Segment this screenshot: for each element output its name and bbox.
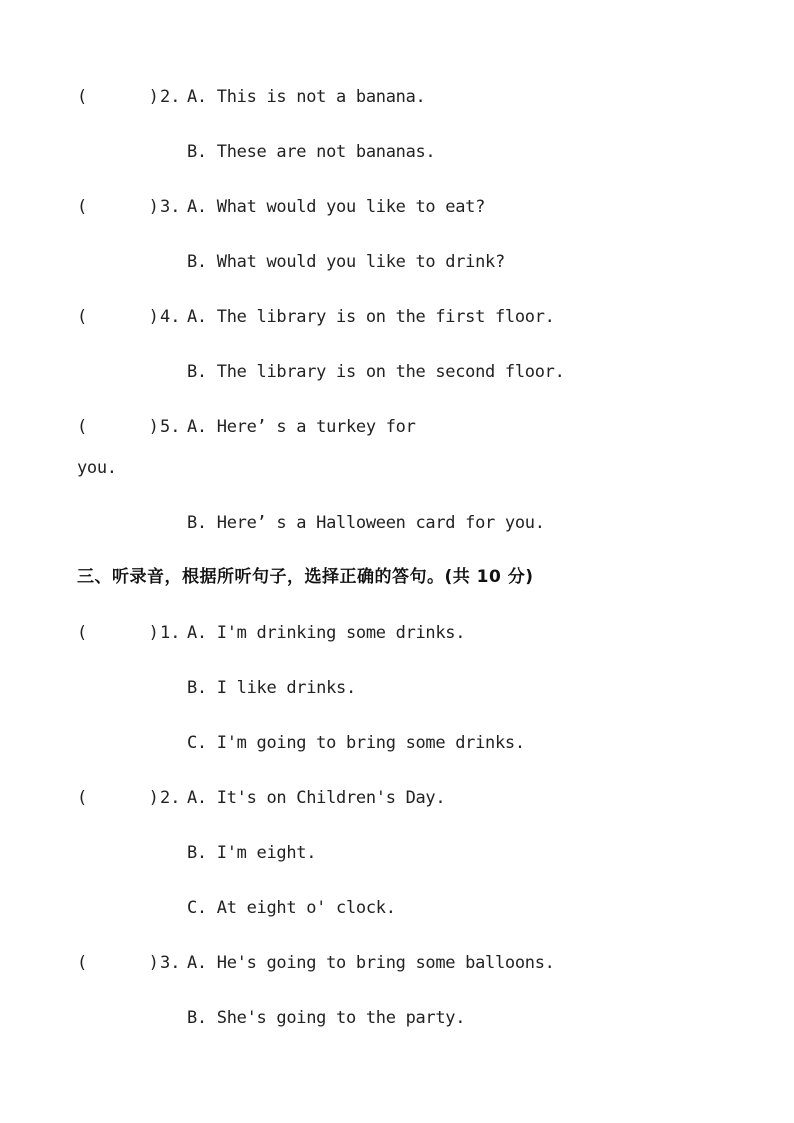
section-heading: 三、听录音，根据所听句子，选择正确的答句。(共 10 分) xyxy=(77,567,534,587)
option-b: B. Here’ s a Halloween card for you. xyxy=(187,513,545,533)
option-b: B. The library is on the second floor. xyxy=(187,362,565,382)
question-number: 3. xyxy=(160,197,181,217)
question-number: 5. xyxy=(160,417,181,437)
option-c: C. At eight o' clock. xyxy=(187,898,396,918)
option-b: B. What would you like to drink? xyxy=(187,252,505,272)
option-a: A. Here’ s a turkey for xyxy=(187,417,416,437)
question-number: 4. xyxy=(160,307,181,327)
answer-bracket: ( ) xyxy=(77,417,159,437)
option-a: A. The library is on the first floor. xyxy=(187,307,555,327)
option-b: B. These are not bananas. xyxy=(187,142,436,162)
option-a: A. This is not a banana. xyxy=(187,87,426,107)
option-b: B. She's going to the party. xyxy=(187,1008,466,1028)
answer-bracket: ( ) xyxy=(77,197,159,217)
option-b: B. I'm eight. xyxy=(187,843,317,863)
option-a: A. He's going to bring some balloons. xyxy=(187,953,555,973)
question-number: 2. xyxy=(160,788,181,808)
option-a: A. What would you like to eat? xyxy=(187,197,486,217)
option-b: B. I like drinks. xyxy=(187,678,356,698)
option-a-wrap: you. xyxy=(77,458,117,478)
question-number: 2. xyxy=(160,87,181,107)
question-number: 1. xyxy=(160,623,181,643)
answer-bracket: ( ) xyxy=(77,307,159,327)
answer-bracket: ( ) xyxy=(77,953,159,973)
option-a: A. It's on Children's Day. xyxy=(187,788,446,808)
option-a: A. I'm drinking some drinks. xyxy=(187,623,466,643)
answer-bracket: ( ) xyxy=(77,788,159,808)
answer-bracket: ( ) xyxy=(77,623,159,643)
option-c: C. I'm going to bring some drinks. xyxy=(187,733,525,753)
question-number: 3. xyxy=(160,953,181,973)
answer-bracket: ( ) xyxy=(77,87,159,107)
